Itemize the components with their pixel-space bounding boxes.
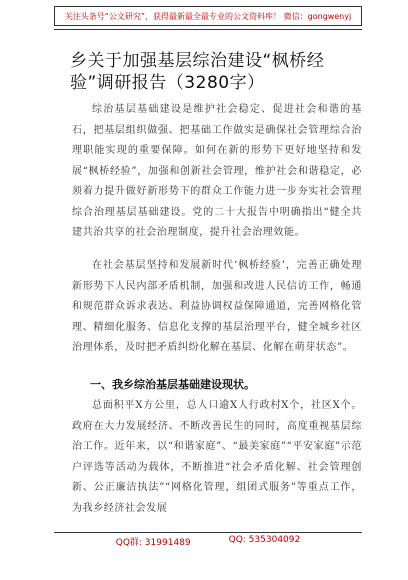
section-heading: 一、我乡综治基层基础建设现状。 xyxy=(90,378,255,391)
footer-qq-group: QQ群: 31991489 xyxy=(115,538,191,548)
footer-divider xyxy=(54,532,362,533)
header-banner xyxy=(54,6,362,26)
header-divider xyxy=(54,29,362,30)
body-paragraph: 在社会基层坚持和发展新时代‘枫桥经验’，完善正确处理新形势下人民内部矛盾机制，加强和改进人民信访工作，畅通和规范群众诉求表达、利益协调权益保障通道，完善网格化管理、精细化服务、信息化支撑的基层治理平台，健全城乡社区治理体系，及时把矛盾纠纷化解在基层、化解在萌芽状态”。 xyxy=(72,260,362,353)
banner-text: 关注头条号“公文研究”，获得最新最全最专业的公文资料库！ 微信：gongwenyj xyxy=(64,11,352,21)
footer xyxy=(54,535,362,548)
footer-qq: QQ: 535304092 xyxy=(228,535,301,545)
body-paragraph: 总面积平X方公里，总人口逾X人行政村X个，社区X个。政府在大力发展经济、不断改善民生的同时，高度重视基层综治工作。近年来，以“和谐家庭”、“最美家庭”“平安家庭”示范户评选等活动为载体，不断推进“社会矛盾化解、社会管理创新、公正廉洁执法”“网格化管理，组团式服务”等重点工作，为我乡经济社会发展 xyxy=(72,400,362,514)
document-title: 乡关于加强基层综治建设“枫桥经验”调研报告（3280字） xyxy=(70,51,325,93)
body-paragraph: 综治基层基础建设是维护社会稳定、促进社会和谐的基石，把基层组织做强、把基础工作做实是确保社会管理综合治理职能实现的重要保障。如何在新的形势下更好地坚持和发展“枫桥经验”，加强和创新社会管理，维护社会和谐稳定，必须着力提升做好新形势下的群众工作能力进一步夯实社会管理综合治理基层基础建设。党的二十大报告中明确指出“健全共建共治共享的社会治理制度，提升社会治理效能。 xyxy=(72,104,362,238)
